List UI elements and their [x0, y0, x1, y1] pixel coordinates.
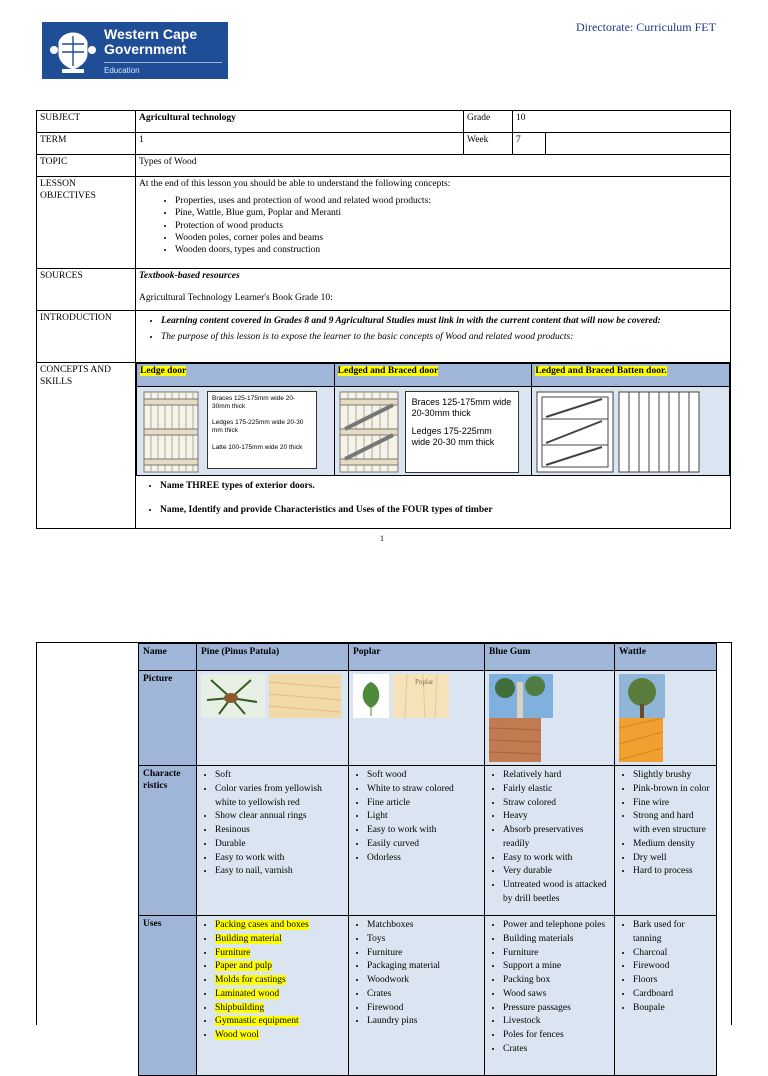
- door-name: Ledged and Braced door: [337, 366, 439, 376]
- list-item: • Building materials: [503, 933, 610, 947]
- introduction-list: [139, 315, 727, 344]
- header-bluegum: Blue Gum: [485, 644, 615, 671]
- list-item: • Dry well: [633, 852, 712, 866]
- logo-line-3: Education: [104, 66, 140, 75]
- list-item: • Livestock: [503, 1015, 610, 1029]
- bluegum-uses: [485, 916, 615, 1076]
- list-item: • Easy to work with: [503, 852, 610, 866]
- characteristics-label: Characte ristics: [139, 766, 197, 916]
- list-item: • Poles for fences: [503, 1029, 610, 1043]
- list-item: • Fine article: [367, 797, 480, 811]
- highlighted-item: Furniture: [215, 947, 251, 958]
- list-item: • Name THREE types of exterior doors.: [160, 480, 730, 492]
- ledged-braced-door-notes: [405, 391, 519, 473]
- list-item: • Heavy: [503, 810, 610, 824]
- batten-door-cell: [532, 387, 729, 475]
- list-item: • Pressure passages: [503, 1002, 610, 1016]
- list-item: • Learning content covered in Grades 8 and 9 Agricultural Studies must link in with the current content that will now be covered:: [161, 315, 727, 327]
- directorate-label: Directorate: Curriculum FET: [576, 20, 716, 34]
- topic-label: TOPIC: [37, 155, 136, 177]
- door-header-ledge: [137, 364, 335, 386]
- tasks-list: [136, 480, 730, 517]
- wattle-characteristics: [615, 766, 717, 916]
- note-text: Latte 100-175mm wide 20 thick: [212, 443, 303, 451]
- introduction-cell: [136, 311, 731, 363]
- list-item: • Pine, Wattle, Blue gum, Poplar and Meranti: [175, 207, 727, 219]
- list-item: • Support a mine: [503, 960, 610, 974]
- timber-table: [138, 643, 717, 1076]
- wattle-wood-image: [619, 718, 663, 762]
- door-name: Ledge door: [140, 366, 187, 376]
- list-item: • Wooden poles, corner poles and beams: [175, 232, 727, 244]
- pine-uses: [197, 916, 349, 1076]
- door-illustrations-row: [136, 387, 730, 476]
- list-item: • Absorb preservatives readily: [503, 824, 610, 852]
- week-value: 7: [513, 133, 546, 155]
- objectives-label: LESSON OBJECTIVES: [37, 177, 136, 269]
- list-item: • Slightly brushy: [633, 769, 712, 783]
- list-item: • Straw colored: [503, 797, 610, 811]
- poplar-image-label: Poplar: [415, 678, 434, 686]
- list-item: • Durable: [215, 838, 344, 852]
- list-item: • Wooden doors, types and construction: [175, 244, 727, 256]
- bluegum-characteristics: [485, 766, 615, 916]
- list-item: • White to straw colored: [367, 783, 480, 797]
- objectives-cell: [136, 177, 731, 269]
- list-item: • Bark used for tanning: [633, 919, 712, 947]
- uses-label: Uses: [139, 916, 197, 1076]
- list-item: • Medium density: [633, 838, 712, 852]
- ledged-braced-door-cell: [335, 387, 533, 475]
- ledge-door-drawing: [143, 391, 199, 473]
- list-item: • Fine wire: [633, 797, 712, 811]
- sources-text: Agricultural Technology Learner's Book Grade 10:: [139, 292, 333, 303]
- highlighted-item: Packing cases and boxes: [215, 920, 309, 930]
- highlighted-item: Laminated wood: [215, 988, 280, 999]
- logo-line-2: Government: [104, 41, 187, 57]
- list-item: • Furniture: [367, 947, 480, 961]
- lesson-table: [36, 110, 731, 529]
- list-item: • Light: [367, 810, 480, 824]
- ledge-door-notes: [207, 391, 317, 469]
- note-text: Braces 125-175mm wide 20-30mm thick: [411, 397, 512, 419]
- list-item: • Matchboxes: [367, 919, 480, 933]
- term-label: TERM: [37, 133, 136, 155]
- list-item: • Properties, uses and protection of wood and related wood products:: [175, 195, 727, 207]
- list-item: • Wood saws: [503, 988, 610, 1002]
- ledged-braced-door-drawing: [339, 391, 399, 473]
- list-item: • Resinous: [215, 824, 344, 838]
- list-item: • Easy to nail, varnish: [215, 865, 344, 879]
- list-item: • Packaging material: [367, 960, 480, 974]
- list-item: • Toys: [367, 933, 480, 947]
- list-item: • Protection of wood products: [175, 220, 727, 232]
- sources-cell: [136, 269, 731, 311]
- list-item: • Relatively hard: [503, 769, 610, 783]
- header-wattle: Wattle: [615, 644, 717, 671]
- term-value: 1: [136, 133, 464, 155]
- door-header-batten: [532, 364, 729, 386]
- pine-wood-image: [269, 674, 341, 718]
- list-item: • Laundry pins: [367, 1015, 480, 1029]
- list-item: • Woodwork: [367, 974, 480, 988]
- bluegum-tree-image: [489, 674, 553, 718]
- list-item: • Show clear annual rings: [215, 810, 344, 824]
- list-item: • Crates: [503, 1043, 610, 1057]
- grade-label: Grade: [464, 111, 513, 133]
- batten-door-drawing-back: [618, 391, 700, 473]
- list-item: • Floors: [633, 974, 712, 988]
- batten-door-drawing-front: [536, 391, 614, 473]
- western-cape-government-logo: [42, 22, 228, 79]
- poplar-pictures: [349, 671, 485, 766]
- list-item: • The purpose of this lesson is to expose the learner to the basic concepts of Wood and related wood products:: [161, 331, 727, 343]
- list-item: • Packing box: [503, 974, 610, 988]
- sources-label: SOURCES: [37, 269, 136, 311]
- list-item: • Firewood: [367, 1002, 480, 1016]
- list-item: • Strong and hard with even structure: [633, 810, 712, 838]
- highlighted-item: Wood wool: [215, 1030, 259, 1041]
- list-item: • Very durable: [503, 865, 610, 879]
- picture-label: Picture: [139, 671, 197, 766]
- note-text: Ledges 175-225mm wide 20-30 mm thick: [411, 425, 495, 447]
- header-pine: Pine (Pinus Patula): [197, 644, 349, 671]
- bluegum-pictures: [485, 671, 615, 766]
- topic-value: Types of Wood: [136, 155, 731, 177]
- wattle-uses: [615, 916, 717, 1076]
- concepts-cell: [136, 363, 731, 529]
- empty-cell: [546, 133, 731, 155]
- header-poplar: Poplar: [349, 644, 485, 671]
- logo-divider: [104, 62, 222, 63]
- list-item: • Pink-brown in color: [633, 783, 712, 797]
- door-name: Ledged and Braced Batten door.: [535, 366, 667, 376]
- header-name: Name: [139, 644, 197, 671]
- highlighted-item: Gymnastic equipment: [215, 1016, 299, 1027]
- logo-line-1: Western Cape: [104, 26, 198, 42]
- list-item: • Easily curved: [367, 838, 480, 852]
- list-item: • Hard to process: [633, 865, 712, 879]
- highlighted-item: Building material: [215, 933, 282, 944]
- bluegum-wood-image: [489, 718, 541, 762]
- grade-value: 10: [513, 111, 731, 133]
- page-number: 1: [380, 534, 384, 543]
- poplar-leaf-image: [353, 674, 389, 718]
- pine-tree-image: [201, 674, 265, 718]
- objectives-intro: At the end of this lesson you should be able to understand the following concepts:: [139, 179, 451, 189]
- door-types-header: [136, 363, 730, 387]
- note-text: Braces 125-175mm wide 20-30mm thick: [212, 395, 296, 411]
- list-item: • Easy to work with: [215, 852, 344, 866]
- list-item: • Charcoal: [633, 947, 712, 961]
- list-item: • Cardboard: [633, 988, 712, 1002]
- sources-heading: Textbook-based resources: [139, 271, 240, 281]
- list-item: • Name, Identify and provide Characteristics and Uses of the FOUR types of timber: [160, 504, 730, 516]
- poplar-uses: [349, 916, 485, 1076]
- highlighted-item: Molds for castings: [215, 975, 286, 986]
- highlighted-item: Shipbuilding: [215, 1002, 265, 1013]
- list-item: • Soft: [215, 769, 344, 783]
- list-item: • Fairly elastic: [503, 783, 610, 797]
- list-item: • Soft wood: [367, 769, 480, 783]
- pine-characteristics: [197, 766, 349, 916]
- ledge-door-cell: [137, 387, 335, 475]
- list-item: • Untreated wood is attacked by drill beetles: [503, 879, 610, 907]
- poplar-wood-image: [393, 674, 449, 718]
- list-item: • Power and telephone poles: [503, 919, 610, 933]
- coat-of-arms-icon: [48, 28, 98, 74]
- wattle-pictures: [615, 671, 717, 766]
- subject-value: Agricultural technology: [136, 111, 464, 133]
- introduction-label: INTRODUCTION: [37, 311, 136, 363]
- list-item: • Firewood: [633, 960, 712, 974]
- subject-label: SUBJECT: [37, 111, 136, 133]
- list-item: • Furniture: [503, 947, 610, 961]
- list-item: • Crates: [367, 988, 480, 1002]
- wattle-tree-image: [619, 674, 665, 718]
- list-item: • Boupale: [633, 1002, 712, 1016]
- week-label: Week: [464, 133, 513, 155]
- door-header-ledged-braced: [335, 364, 533, 386]
- note-text: Ledges 175-225mm wide 20-30 mm thick: [212, 419, 304, 435]
- objectives-list: [139, 195, 727, 257]
- list-item: • Color varies from yellowish white to yellowish red: [215, 783, 344, 811]
- pine-pictures: [197, 671, 349, 766]
- poplar-characteristics: [349, 766, 485, 916]
- list-item: • Odorless: [367, 852, 480, 866]
- concepts-label: CONCEPTS AND SKILLS: [37, 363, 136, 529]
- list-item: • Easy to work with: [367, 824, 480, 838]
- highlighted-item: Paper and pulp: [215, 961, 272, 972]
